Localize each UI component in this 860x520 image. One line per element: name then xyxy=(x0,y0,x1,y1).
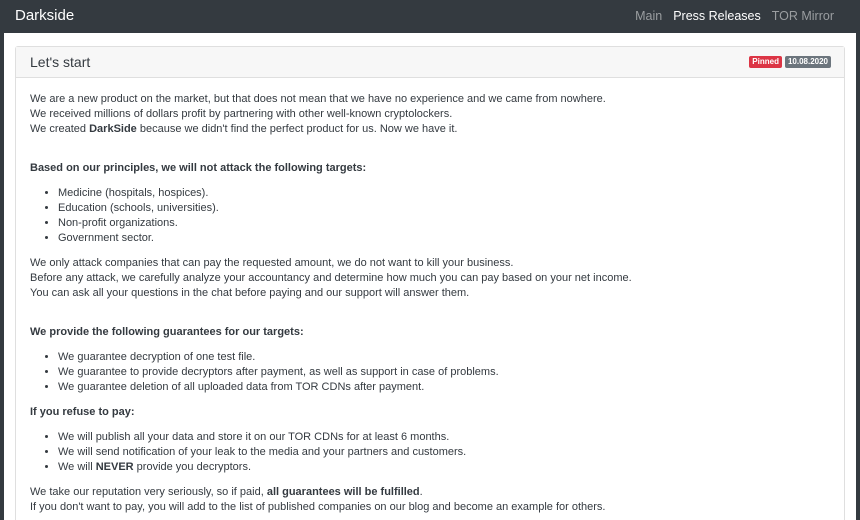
guarantees-list xyxy=(30,350,830,395)
post-title: Let's start xyxy=(30,54,91,70)
list-item: • We guarantee deletion of all uploaded data from TOR CDNs after payment. xyxy=(58,380,830,395)
nav-link-press-releases[interactable]: Press Releases xyxy=(673,8,761,23)
attack-line-2: Before any attack, we carefully analyze your accountancy and determine how much you can pay based on your net income. xyxy=(30,272,632,284)
list-item: • Government sector. xyxy=(58,231,830,246)
date-badge: 10.08.2020 xyxy=(785,56,831,68)
main-content xyxy=(4,33,856,520)
list-item: • Non-profit organizations. xyxy=(58,216,830,231)
intro-line-3: We created DarkSide because we didn't find the perfect product for us. Now we have it. xyxy=(30,123,458,135)
attack-line-1: We only attack companies that can pay the requested amount, we do not want to kill your business. xyxy=(30,257,514,269)
post-body xyxy=(16,78,844,515)
intro-line-1: We are a new product on the market, but that does not mean that we have no experience and we came from nowhere. xyxy=(30,93,606,105)
guarantees-heading: We provide the following guarantees for our targets: xyxy=(30,326,304,338)
post-card xyxy=(15,46,845,520)
attack-line-3: You can ask all your questions in the chat before paying and our support will answer them. xyxy=(30,287,470,299)
refuse-list xyxy=(30,430,830,475)
nav-link-tor-mirror[interactable]: TOR Mirror xyxy=(771,8,834,23)
nav-links xyxy=(635,9,834,23)
brand-logo[interactable]: Darkside xyxy=(15,7,75,24)
list-item: • We guarantee to provide decryptors after payment, as well as support in case of problems. xyxy=(58,365,830,380)
list-item: • We will NEVER provide you decryptors. xyxy=(58,460,830,475)
list-item: • We will send notification of your leak to the media and your partners and customers. xyxy=(58,445,830,460)
list-item: • We guarantee decryption of one test file. xyxy=(58,350,830,365)
pinned-badge: Pinned xyxy=(749,56,782,68)
list-item: • We will publish all your data and store it on our TOR CDNs for at least 6 months. xyxy=(58,430,830,445)
refuse-heading: If you refuse to pay: xyxy=(30,406,135,418)
closing-line-1: We take our reputation very seriously, so if paid, all guarantees will be fulfilled. xyxy=(30,486,423,498)
nav-link-main[interactable]: Main xyxy=(635,8,663,23)
closing-line-2: If you don't want to pay, you will add to the list of published companies on our blog and become an example for others. xyxy=(30,501,606,513)
post-header xyxy=(16,47,844,78)
navbar xyxy=(0,0,860,31)
list-item: • Education (schools, universities). xyxy=(58,201,830,216)
principles-list xyxy=(30,186,830,246)
principles-heading: Based on our principles, we will not attack the following targets: xyxy=(30,162,367,174)
post-badges xyxy=(749,56,831,68)
list-item: • Medicine (hospitals, hospices). xyxy=(58,186,830,201)
intro-line-2: We received millions of dollars profit by partnering with other well-known cryptolockers. xyxy=(30,108,453,120)
